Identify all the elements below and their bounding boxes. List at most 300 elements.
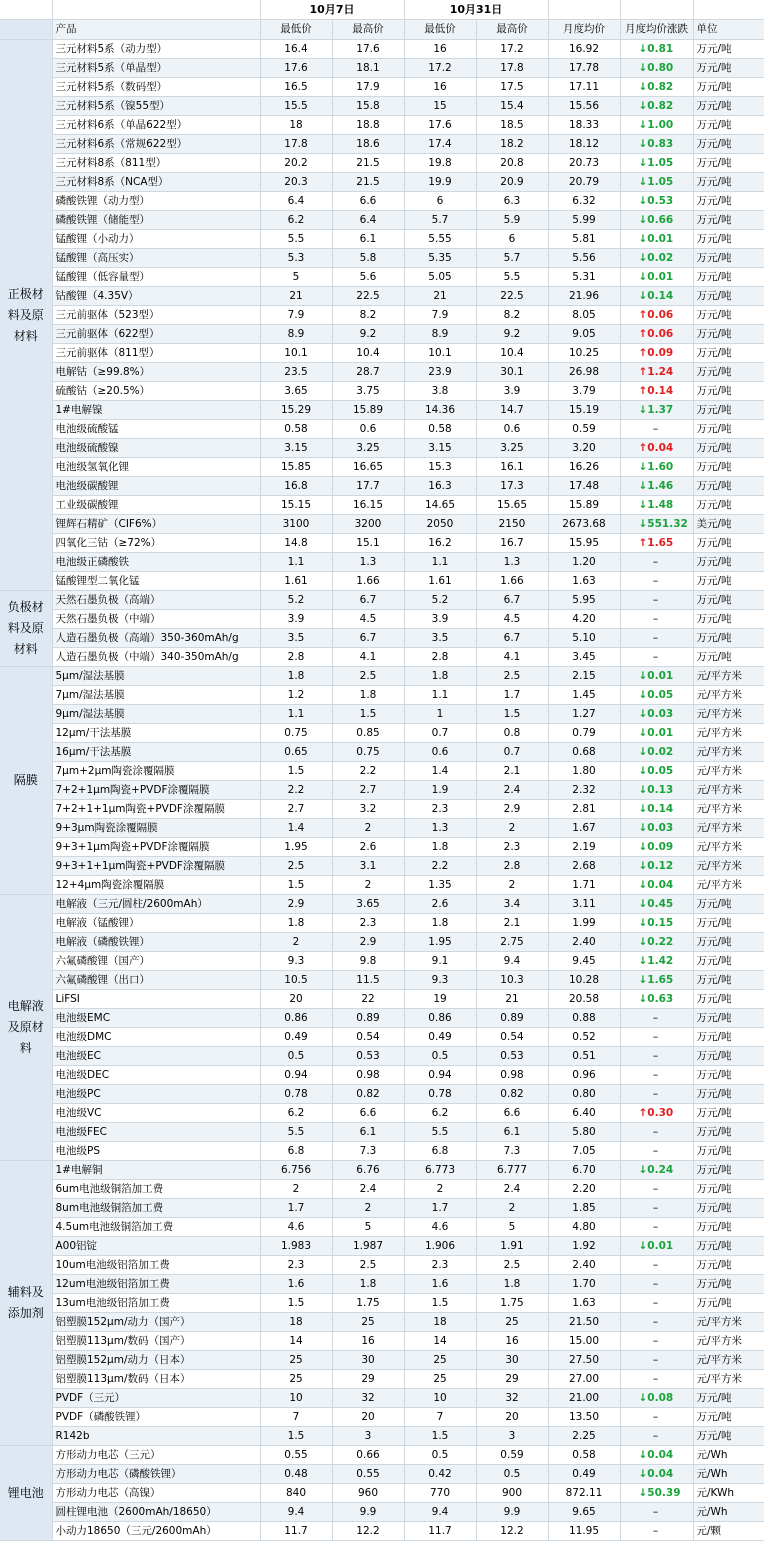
low-price-1: 0.86 [260,1009,332,1028]
table-row [0,1427,764,1446]
table-row [0,1484,764,1503]
monthly-change: – [620,572,693,591]
high-price-1: 0.82 [332,1085,404,1104]
product-name: 13um电池级铝箔加工费 [52,1294,260,1313]
high-price-2: 0.59 [476,1446,548,1465]
low-price-1: 11.7 [260,1522,332,1541]
low-price-2: 16 [404,78,476,97]
monthly-change: ↓50.39 [620,1484,693,1503]
high-price-2: 2.1 [476,914,548,933]
product-name: 4.5um电池级铜箔加工费 [52,1218,260,1237]
high-price-1: 16.65 [332,458,404,477]
product-name: 9+3μm陶瓷涂覆隔膜 [52,819,260,838]
table-row [0,952,764,971]
product-name: 三元材料8系（NCA型） [52,173,260,192]
monthly-avg: 0.58 [548,1446,620,1465]
monthly-change: ↓0.24 [620,1161,693,1180]
monthly-change: ↓0.01 [620,230,693,249]
unit: 万元/吨 [693,933,764,952]
low-price-1: 1.5 [260,1294,332,1313]
high-price-1: 16.15 [332,496,404,515]
low-price-1: 15.29 [260,401,332,420]
low-price-2: 0.78 [404,1085,476,1104]
table-row [0,1408,764,1427]
monthly-change: ↓0.63 [620,990,693,1009]
monthly-avg: 1.70 [548,1275,620,1294]
monthly-avg: 5.10 [548,629,620,648]
table-row [0,1085,764,1104]
unit: 万元/吨 [693,1427,764,1446]
table-row [0,1028,764,1047]
low-price-2: 2.6 [404,895,476,914]
table-row [0,534,764,553]
low-price-1: 5.5 [260,230,332,249]
high-price-1: 3200 [332,515,404,534]
monthly-avg: 15.89 [548,496,620,515]
product-name: 电池级PC [52,1085,260,1104]
table-row [0,743,764,762]
high-price-2: 18.5 [476,116,548,135]
table-row [0,401,764,420]
high-price-1: 17.9 [332,78,404,97]
product-name: 电池级EC [52,1047,260,1066]
monthly-avg: 2.32 [548,781,620,800]
high-price-1: 2.4 [332,1180,404,1199]
high-price-2: 2.4 [476,781,548,800]
monthly-avg: 18.12 [548,135,620,154]
product-name: 磷酸铁锂（储能型） [52,211,260,230]
col-low-2: 最低价 [404,20,476,40]
high-price-2: 1.7 [476,686,548,705]
unit: 万元/吨 [693,192,764,211]
column-header-row [0,20,764,40]
monthly-change: – [620,1522,693,1541]
high-price-2: 16 [476,1332,548,1351]
high-price-2: 2 [476,876,548,895]
unit: 万元/吨 [693,971,764,990]
product-name: 10um电池级铝箔加工费 [52,1256,260,1275]
product-name: 9μm/湿法基膜 [52,705,260,724]
monthly-change: – [620,420,693,439]
low-price-2: 8.9 [404,325,476,344]
table-row [0,154,764,173]
high-price-2: 15.4 [476,97,548,116]
high-price-1: 3.1 [332,857,404,876]
low-price-2: 3.9 [404,610,476,629]
low-price-1: 2.5 [260,857,332,876]
low-price-1: 0.5 [260,1047,332,1066]
low-price-1: 6.756 [260,1161,332,1180]
high-price-1: 28.7 [332,363,404,382]
low-price-2: 0.5 [404,1047,476,1066]
high-price-1: 8.2 [332,306,404,325]
monthly-avg: 1.85 [548,1199,620,1218]
table-row [0,876,764,895]
product-name: 电池级氢氧化锂 [52,458,260,477]
monthly-avg: 9.05 [548,325,620,344]
high-price-1: 2 [332,876,404,895]
col-avg: 月度均价 [548,20,620,40]
high-price-1: 2 [332,819,404,838]
low-price-1: 15.85 [260,458,332,477]
high-price-1: 30 [332,1351,404,1370]
monthly-change: – [620,1028,693,1047]
low-price-1: 10.1 [260,344,332,363]
monthly-change: – [620,1294,693,1313]
low-price-1: 20.2 [260,154,332,173]
table-row [0,800,764,819]
low-price-1: 20.3 [260,173,332,192]
monthly-change: ↑0.06 [620,325,693,344]
high-price-1: 960 [332,1484,404,1503]
table-row [0,1275,764,1294]
monthly-avg: 0.80 [548,1085,620,1104]
product-name: 锰酸锂（低容量型） [52,268,260,287]
high-price-1: 5.8 [332,249,404,268]
low-price-2: 1.7 [404,1199,476,1218]
high-price-1: 18.1 [332,59,404,78]
high-price-2: 9.9 [476,1503,548,1522]
unit: 元/Wh [693,1465,764,1484]
table-row [0,78,764,97]
low-price-1: 0.55 [260,1446,332,1465]
high-price-2: 5.5 [476,268,548,287]
high-price-2: 3.25 [476,439,548,458]
low-price-1: 7.9 [260,306,332,325]
low-price-1: 5 [260,268,332,287]
high-price-1: 1.8 [332,686,404,705]
monthly-avg: 1.45 [548,686,620,705]
high-price-2: 4.1 [476,648,548,667]
low-price-2: 3.8 [404,382,476,401]
product-name: 四氧化三钴（≥72%） [52,534,260,553]
monthly-change: ↑0.06 [620,306,693,325]
monthly-change: – [620,1332,693,1351]
high-price-2: 2.5 [476,667,548,686]
product-name: 铝塑膜113μm/数码（国产） [52,1332,260,1351]
monthly-change: ↑0.04 [620,439,693,458]
high-price-1: 15.89 [332,401,404,420]
high-price-2: 2.5 [476,1256,548,1275]
product-name: 方形动力电芯（三元） [52,1446,260,1465]
high-price-2: 1.66 [476,572,548,591]
monthly-change: – [620,1085,693,1104]
high-price-2: 6 [476,230,548,249]
high-price-2: 9.4 [476,952,548,971]
low-price-1: 1.5 [260,1427,332,1446]
high-price-1: 12.2 [332,1522,404,1541]
low-price-2: 7 [404,1408,476,1427]
product-name: 电池级FEC [52,1123,260,1142]
unit: 万元/吨 [693,610,764,629]
high-price-1: 1.3 [332,553,404,572]
table-row [0,173,764,192]
high-price-1: 0.98 [332,1066,404,1085]
high-price-1: 15.8 [332,97,404,116]
table-row [0,230,764,249]
high-price-1: 1.8 [332,1275,404,1294]
monthly-change: – [620,1180,693,1199]
high-price-2: 7.3 [476,1142,548,1161]
unit: 元/平方米 [693,857,764,876]
table-row [0,1180,764,1199]
product-name: A00铝锭 [52,1237,260,1256]
unit: 万元/吨 [693,1237,764,1256]
high-price-1: 2.2 [332,762,404,781]
product-name: 铝塑膜152μm/动力（国产） [52,1313,260,1332]
high-price-1: 3.25 [332,439,404,458]
monthly-avg: 6.32 [548,192,620,211]
table-row [0,591,764,610]
monthly-change: ↓1.48 [620,496,693,515]
unit: 万元/吨 [693,135,764,154]
monthly-avg: 10.25 [548,344,620,363]
unit: 万元/吨 [693,1066,764,1085]
high-price-1: 21.5 [332,173,404,192]
unit: 万元/吨 [693,1199,764,1218]
unit: 万元/吨 [693,230,764,249]
high-price-2: 2.3 [476,838,548,857]
date2-header: 10月31日 [404,0,548,20]
col-product: 产品 [52,20,260,40]
monthly-avg: 20.58 [548,990,620,1009]
category-label: 负极材料及原材料 [0,591,52,667]
product-name: 三元前驱体（523型） [52,306,260,325]
monthly-avg: 0.59 [548,420,620,439]
product-name: 方形动力电芯（高镍） [52,1484,260,1503]
low-price-1: 0.49 [260,1028,332,1047]
product-name: 16μm/干法基膜 [52,743,260,762]
low-price-1: 1.8 [260,914,332,933]
monthly-change: ↓0.04 [620,876,693,895]
unit: 万元/吨 [693,648,764,667]
low-price-2: 23.9 [404,363,476,382]
high-price-2: 6.6 [476,1104,548,1123]
monthly-change: ↓0.45 [620,895,693,914]
monthly-avg: 1.27 [548,705,620,724]
low-price-2: 19.9 [404,173,476,192]
monthly-change: ↓0.01 [620,667,693,686]
product-name: 天然石墨负极（中端） [52,610,260,629]
monthly-change: ↓0.14 [620,800,693,819]
low-price-1: 840 [260,1484,332,1503]
monthly-change: – [620,1123,693,1142]
high-price-2: 2.1 [476,762,548,781]
high-price-1: 0.54 [332,1028,404,1047]
unit: 元/平方米 [693,1370,764,1389]
high-price-2: 2.4 [476,1180,548,1199]
col-unit: 单位 [693,20,764,40]
monthly-avg: 0.68 [548,743,620,762]
monthly-avg: 2.25 [548,1427,620,1446]
low-price-1: 3.15 [260,439,332,458]
unit: 万元/吨 [693,363,764,382]
table-row [0,781,764,800]
monthly-avg: 872.11 [548,1484,620,1503]
monthly-change: – [620,1427,693,1446]
monthly-avg: 16.92 [548,40,620,59]
monthly-change: – [620,553,693,572]
monthly-change: ↓1.60 [620,458,693,477]
low-price-1: 10.5 [260,971,332,990]
product-name: 12um电池级铝箔加工费 [52,1275,260,1294]
monthly-avg: 20.79 [548,173,620,192]
low-price-1: 15.5 [260,97,332,116]
monthly-change: – [620,1275,693,1294]
monthly-avg: 2.15 [548,667,620,686]
col-high-2: 最高价 [476,20,548,40]
low-price-1: 7 [260,1408,332,1427]
unit: 元/平方米 [693,1351,764,1370]
unit: 万元/吨 [693,477,764,496]
monthly-avg: 21.96 [548,287,620,306]
unit: 万元/吨 [693,40,764,59]
unit: 元/平方米 [693,819,764,838]
low-price-1: 21 [260,287,332,306]
date-header-row [0,0,764,20]
high-price-2: 900 [476,1484,548,1503]
high-price-1: 5.6 [332,268,404,287]
product-name: 三元材料5系（数码型） [52,78,260,97]
high-price-2: 1.75 [476,1294,548,1313]
low-price-2: 14 [404,1332,476,1351]
high-price-2: 8.2 [476,306,548,325]
monthly-avg: 15.00 [548,1332,620,1351]
table-row [0,1389,764,1408]
high-price-2: 5 [476,1218,548,1237]
table-row [0,724,764,743]
high-price-2: 16.1 [476,458,548,477]
product-name: 人造石墨负极（高端）350-360mAh/g [52,629,260,648]
low-price-1: 20 [260,990,332,1009]
monthly-avg: 4.80 [548,1218,620,1237]
low-price-1: 0.58 [260,420,332,439]
monthly-change: ↓0.01 [620,724,693,743]
monthly-change: – [620,1047,693,1066]
low-price-1: 14.8 [260,534,332,553]
monthly-change: ↓1.37 [620,401,693,420]
low-price-1: 3.9 [260,610,332,629]
high-price-2: 0.5 [476,1465,548,1484]
table-row [0,610,764,629]
product-name: 六氟磷酸锂（出口） [52,971,260,990]
low-price-2: 1.4 [404,762,476,781]
low-price-1: 0.75 [260,724,332,743]
unit: 万元/吨 [693,325,764,344]
unit: 美元/吨 [693,515,764,534]
table-row [0,705,764,724]
monthly-change: ↓0.12 [620,857,693,876]
low-price-2: 2.3 [404,800,476,819]
monthly-change: ↑0.09 [620,344,693,363]
low-price-2: 1.8 [404,838,476,857]
table-row [0,857,764,876]
unit: 万元/吨 [693,154,764,173]
product-name: 电解液（三元/圆柱/2600mAh） [52,895,260,914]
monthly-avg: 11.95 [548,1522,620,1541]
table-row [0,1237,764,1256]
high-price-2: 3.4 [476,895,548,914]
low-price-1: 5.5 [260,1123,332,1142]
monthly-avg: 0.79 [548,724,620,743]
high-price-1: 0.89 [332,1009,404,1028]
high-price-1: 3.2 [332,800,404,819]
monthly-avg: 3.20 [548,439,620,458]
monthly-avg: 15.56 [548,97,620,116]
table-row [0,1503,764,1522]
high-price-1: 21.5 [332,154,404,173]
monthly-change: ↓0.53 [620,192,693,211]
unit: 万元/吨 [693,914,764,933]
high-price-2: 25 [476,1313,548,1332]
low-price-2: 1.95 [404,933,476,952]
high-price-1: 1.987 [332,1237,404,1256]
monthly-avg: 2.81 [548,800,620,819]
high-price-1: 6.1 [332,1123,404,1142]
unit: 万元/吨 [693,1142,764,1161]
monthly-avg: 15.95 [548,534,620,553]
monthly-change: ↓0.22 [620,933,693,952]
monthly-change: ↓0.66 [620,211,693,230]
low-price-2: 0.94 [404,1066,476,1085]
monthly-avg: 1.99 [548,914,620,933]
monthly-change: ↓1.46 [620,477,693,496]
category-label: 电解液及原材料 [0,895,52,1161]
high-price-1: 6.7 [332,629,404,648]
product-name: 锰酸锂（高压实） [52,249,260,268]
monthly-avg: 3.45 [548,648,620,667]
high-price-1: 2.9 [332,933,404,952]
low-price-2: 19 [404,990,476,1009]
product-name: 电解液（锰酸锂） [52,914,260,933]
table-row [0,135,764,154]
low-price-2: 3.15 [404,439,476,458]
monthly-change: ↓1.00 [620,116,693,135]
unit: 万元/吨 [693,572,764,591]
high-price-2: 16.7 [476,534,548,553]
low-price-2: 2 [404,1180,476,1199]
table-row [0,306,764,325]
monthly-avg: 17.78 [548,59,620,78]
unit: 元/平方米 [693,705,764,724]
monthly-avg: 2.40 [548,933,620,952]
product-name: 7μm/湿法基膜 [52,686,260,705]
product-name: 12μm/干法基膜 [52,724,260,743]
high-price-1: 2.5 [332,667,404,686]
low-price-2: 5.5 [404,1123,476,1142]
product-name: PVDF（三元） [52,1389,260,1408]
unit: 元/平方米 [693,686,764,705]
unit: 万元/吨 [693,1218,764,1237]
high-price-2: 14.7 [476,401,548,420]
unit: 万元/吨 [693,344,764,363]
unit: 万元/吨 [693,268,764,287]
monthly-avg: 6.70 [548,1161,620,1180]
monthly-change: – [620,1370,693,1389]
product-name: 锰酸锂（小动力） [52,230,260,249]
unit: 元/平方米 [693,781,764,800]
high-price-2: 2 [476,819,548,838]
unit: 万元/吨 [693,1275,764,1294]
high-price-1: 22.5 [332,287,404,306]
high-price-2: 0.98 [476,1066,548,1085]
unit: 万元/吨 [693,116,764,135]
monthly-change: ↓0.03 [620,705,693,724]
unit: 万元/吨 [693,458,764,477]
high-price-1: 3 [332,1427,404,1446]
high-price-2: 1.3 [476,553,548,572]
product-name: 天然石墨负极（高端） [52,591,260,610]
